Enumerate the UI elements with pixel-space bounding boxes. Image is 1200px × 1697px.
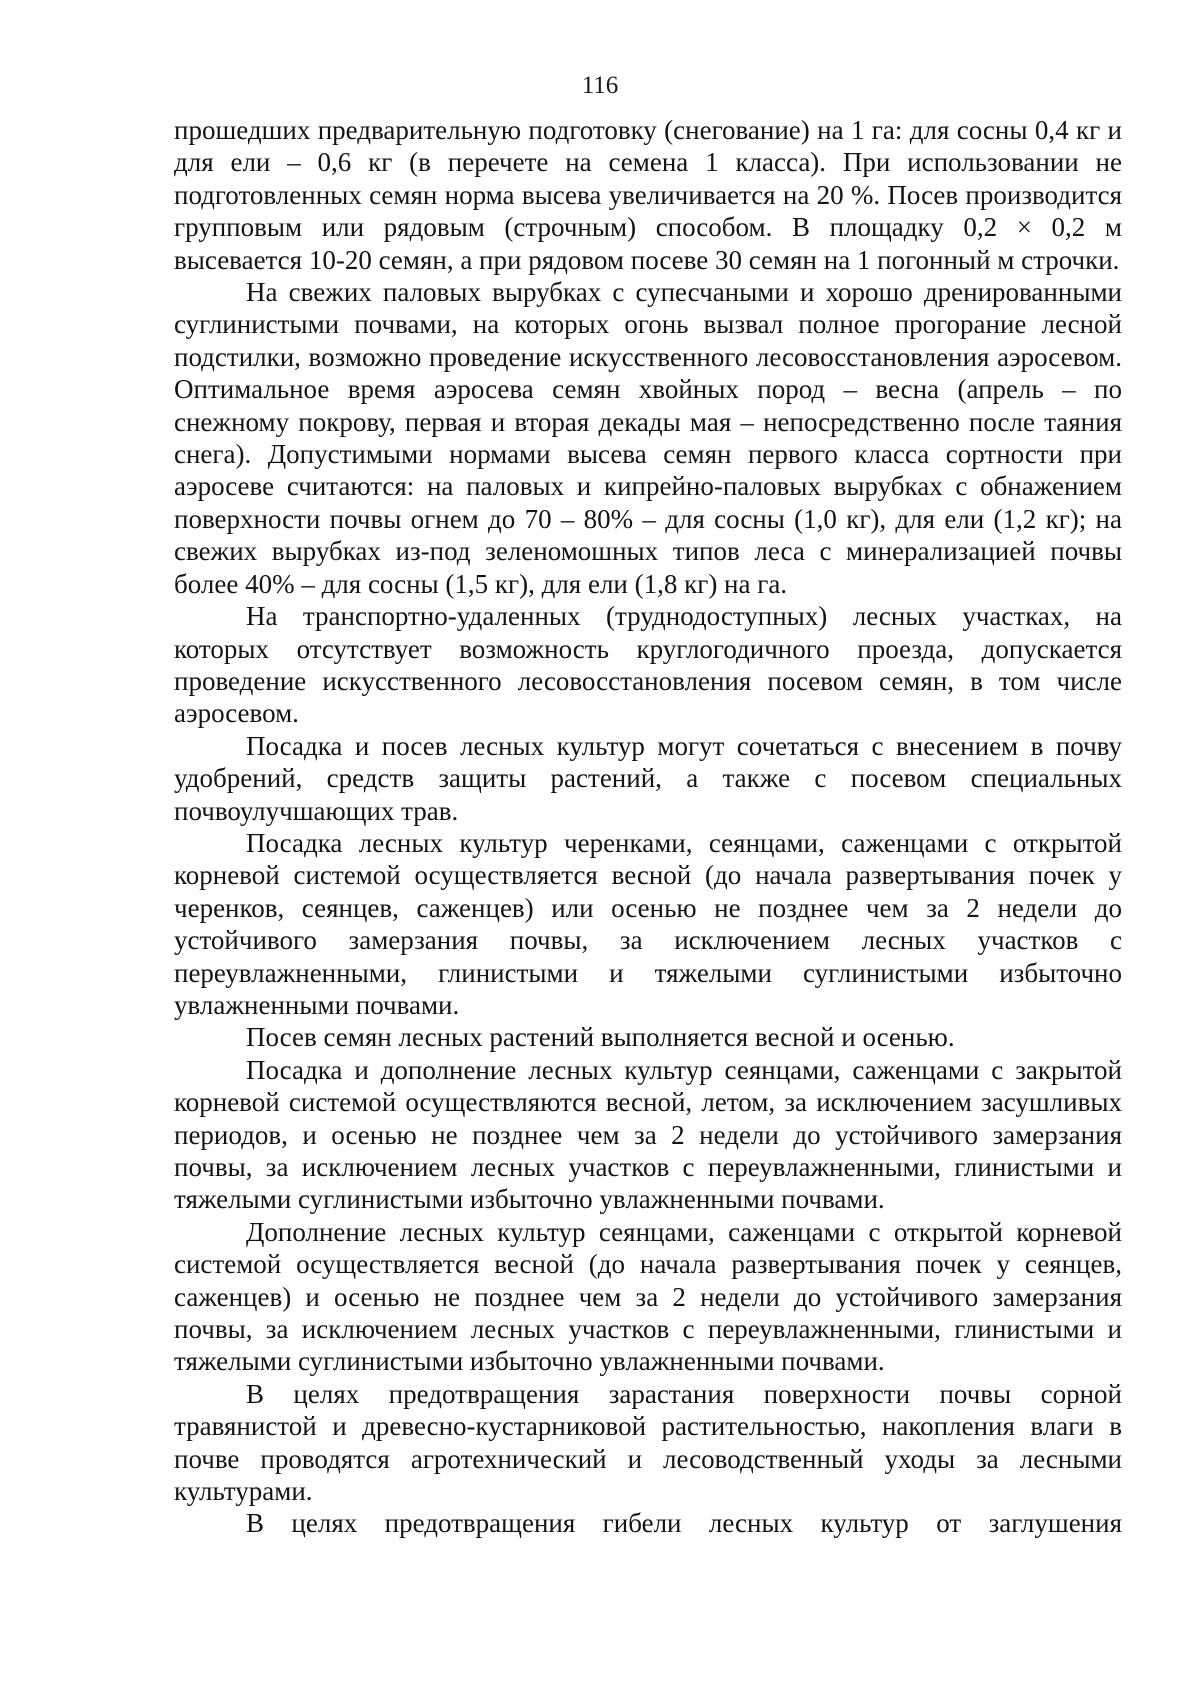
paragraph-3: На транспортно-удаленных (труднодоступных) лесных участках, на которых отсутствует возможность круглогодичного проезда, допускается проведение искусственного лесовосстановления посевом семян, в том числе аэросевом. bbox=[174, 601, 1122, 729]
page-number: 116 bbox=[581, 72, 619, 99]
body-text bbox=[174, 114, 1122, 1540]
paragraph-9: В целях предотвращения зарастания поверхности почвы сорной травянистой и древесно-кустарниковой растительностью, накопления влаги в почве проводятся агротехнический и лесоводственный уходы за лесными культурами. bbox=[174, 1378, 1122, 1507]
paragraph-10: В целях предотвращения гибели лесных культур от заглушения bbox=[246, 1508, 1122, 1539]
paragraph-8: Дополнение лесных культур сеянцами, саженцами с открытой корневой системой осуществляется весной (до начала развертывания почек у сеянцев, саженцев) и осенью не позднее чем за 2 недели до устойчивого замерзания почвы, за исключением лесных участков с переувлажненными, глинистыми и тяжелыми суглинистыми избыточно увлажненными почвами. bbox=[174, 1216, 1122, 1377]
paragraph-7: Посадка и дополнение лесных культур сеянцами, саженцами с закрытой корневой системой осуществляются весной, летом, за исключением засушливых периодов, и осенью не позднее чем за 2 недели до устойчивого замерзания почвы, за исключением лесных участков с переувлажненными, глинистыми и тяжелыми суглинистыми избыточно увлажненными почвами. bbox=[174, 1054, 1122, 1215]
paragraph-2: На свежих паловых вырубках с супесчаными и хорошо дренированными суглинистыми почвами, на которых огонь вызвал полное прогорание лесной подстилки, возможно проведение искусственного лесовосстановления аэросевом. Оптимальное время аэросева семян хвойных пород – весна (апрель – по снежному покрову, первая и вторая декады мая – непосредственно после таяния снега). Допустимыми нормами высева семян первого класса сортности при аэросеве считаются: на паловых и кипрейно-паловых вырубках с обнажением поверхности почвы огнем до 70 – 80% – для сосны (1,0 кг), для ели (1,2 кг); на свежих вырубках из-под зеленомошных типов леса с минерализацией почвы более 40% – для сосны (1,5 кг), для ели (1,8 кг) на га. bbox=[174, 277, 1122, 599]
paragraph-6: Посев семян лесных растений выполняется весной и осенью. bbox=[246, 1022, 955, 1053]
paragraph-5: Посадка лесных культур черенками, сеянцами, саженцами с открытой корневой системой осуществляется весной (до начала развертывания почек у черенков, сеянцев, саженцев) или осенью не позднее чем за 2 недели до устойчивого замерзания почвы, за исключением лесных участков с переувлажненными, глинистыми и тяжелыми суглинистыми избыточно увлажненными почвами. bbox=[174, 827, 1122, 1020]
paragraph-1: прошедших предварительную подготовку (снегование) на 1 га: для сосны 0,4 кг и для ели – 0,6 кг (в перечете на семена 1 класса). При использовании не подготовленных семян норма высева увеличивается на 20 %. Посев производится групповым или рядовым (строчным) способом. В площадку 0,2 × 0,2 м высевается 10-20 семян, а при рядовом посеве 30 семян на 1 погонный м строчки. bbox=[174, 115, 1122, 275]
paragraph-4: Посадка и посев лесных культур могут сочетаться с внесением в почву удобрений, средств защиты растений, а также с посевом специальных почвоулучшающих трав. bbox=[174, 730, 1122, 826]
